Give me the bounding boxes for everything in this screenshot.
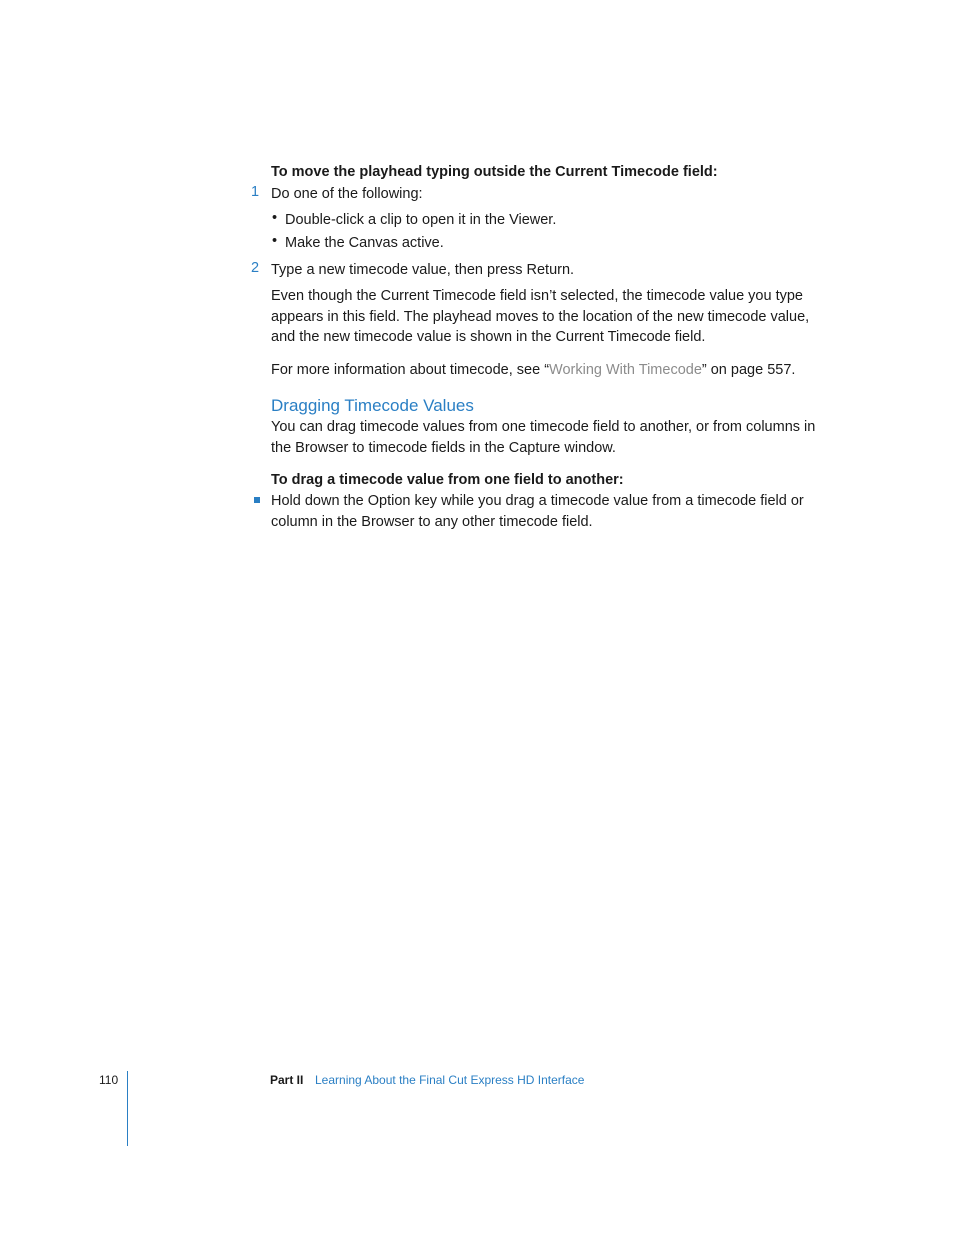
- step-1-text: Do one of the following:: [271, 186, 423, 202]
- more-info-suffix: ” on page 557.: [701, 362, 796, 378]
- square-bullet-icon: [254, 497, 260, 503]
- working-with-timecode-link[interactable]: Working With Timecode: [549, 362, 702, 378]
- task-item-option-drag: Hold down the Option key while you drag a timecode value from a timecode field or column in the Browser to any other timecode field.: [271, 493, 804, 530]
- bullet-item-canvas-active: Make the Canvas active.: [285, 235, 444, 251]
- bullet-glyph: •: [272, 210, 278, 226]
- footer-divider: [127, 1071, 128, 1146]
- step-number-2: 2: [251, 260, 260, 276]
- page-number: 110: [99, 1073, 119, 1087]
- step-number-1: 1: [251, 184, 260, 200]
- bullet-glyph: •: [272, 233, 278, 249]
- section-heading-dragging-timecode: Dragging Timecode Values: [271, 396, 474, 415]
- bullet-item-double-click: Double-click a clip to open it in the Viewer.: [285, 212, 557, 228]
- task-heading-move-playhead: To move the playhead typing outside the Current Timecode field:: [271, 164, 718, 180]
- more-info-prefix: For more information about timecode, see “: [271, 362, 550, 378]
- task-heading-drag-timecode: To drag a timecode value from one field to another:: [271, 472, 624, 488]
- footer-part-title: Learning About the Final Cut Express HD Interface: [315, 1073, 585, 1087]
- body-paragraph-drag-intro: You can drag timecode values from one timecode field to another, or from columns in the Browser to timecode fields in the Capture window.: [271, 419, 816, 456]
- body-paragraph-more-info: [271, 360, 831, 381]
- footer-part-label: Part II: [270, 1073, 304, 1087]
- step-2-text: Type a new timecode value, then press Return.: [271, 262, 575, 278]
- body-paragraph-current-timecode: Even though the Current Timecode field isn’t selected, the timecode value you type appears in this field. The playhead moves to the location of the new timecode value, and the new timecode value is shown in the Current Timecode field.: [271, 288, 810, 345]
